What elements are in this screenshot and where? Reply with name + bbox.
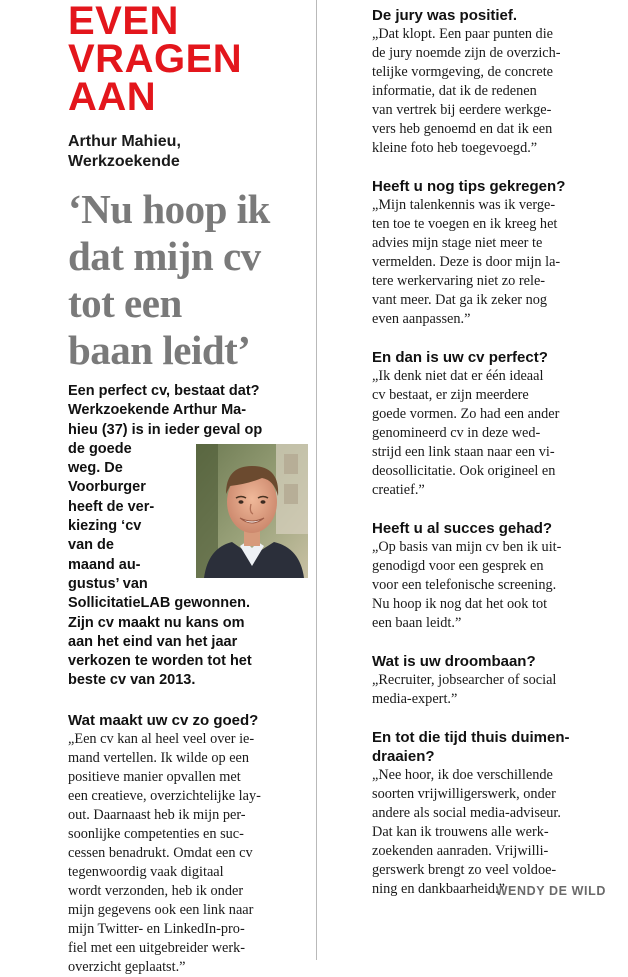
answer-line: tegenwoordig vaak digitaal: [68, 863, 224, 880]
intro-line: de goede: [68, 440, 132, 457]
answer-line: voor een telefonische screening.: [372, 577, 557, 593]
intro-paragraph: [68, 382, 308, 691]
question-heading: De jury was positief.: [372, 7, 518, 24]
kicker-line: VRAGEN: [68, 37, 243, 81]
answer-line: telijke vormgeving, de concrete: [372, 64, 554, 80]
answer-line: een baan leidt.”: [372, 615, 462, 631]
answer-line: zoekenden aanraden. Vrijwilli-: [372, 843, 549, 859]
answer-line: mand vertellen. Ik wilde op een: [68, 749, 250, 766]
answer-line: vers heb genoemd en dat ik een: [372, 121, 553, 137]
answer-line: tere werkervaring niet zo rele-: [372, 273, 546, 289]
answer-line: „Nee hoor, ik doe verschillende: [372, 767, 553, 783]
person-name-line: Arthur Mahieu,: [68, 133, 181, 150]
column-divider: [316, 0, 317, 960]
answer-line: „Mijn talenkennis was ik verge-: [372, 197, 556, 213]
portrait-illustration: [196, 444, 308, 578]
right-column: [372, 0, 612, 918]
qa-block: [372, 348, 612, 500]
answer-line: informatie, dat ik de redenen: [372, 83, 537, 99]
intro-line: maand au-: [68, 556, 141, 573]
answer-line: overzicht geplaatst.”: [68, 958, 186, 975]
qa-block: [68, 711, 308, 977]
question-heading: [372, 728, 612, 766]
question-line: En tot die tijd thuis duimen-: [372, 729, 570, 746]
answer-line: andere als social media-adviseur.: [372, 805, 561, 821]
left-column: [68, 0, 308, 977]
answer-line: creatief.”: [372, 482, 425, 498]
intro-line: Zijn cv maakt nu kans om: [68, 614, 245, 631]
intro-line: van de: [68, 537, 114, 554]
headline-quote: [68, 186, 308, 374]
answer-line: „Dat klopt. Een paar punten die: [372, 26, 554, 42]
answer-line: soorten vrijwilligerswerk, onder: [372, 786, 556, 802]
answer-line: advies mijn stage niet meer te: [372, 235, 543, 251]
answer-line: genodigd voor een gesprek en: [372, 558, 544, 574]
intro-line: heeft de ver-: [68, 498, 155, 515]
intro-line: kiezing ‘cv: [68, 518, 142, 535]
answer-line: ning en dankbaarheid.”: [372, 881, 505, 897]
question-heading: Wat is uw droombaan?: [372, 653, 536, 670]
kicker-line: EVEN: [68, 0, 179, 43]
person-name: [68, 132, 308, 172]
answer-line: Nu hoop ik nog dat het ook tot: [372, 596, 548, 612]
answer-text: [68, 730, 308, 977]
answer-text: [372, 196, 612, 329]
intro-line: aan het eind van het jaar: [68, 633, 238, 650]
answer-line: vermelden. Deze is door mijn la-: [372, 254, 561, 270]
qa-block: [372, 728, 612, 899]
question-heading: En dan is uw cv perfect?: [372, 349, 548, 366]
answer-line: cv bestaat, er zijn meerdere: [372, 387, 529, 403]
person-role-line: Werkzoekende: [68, 153, 180, 170]
question-heading: Heeft u nog tips gekregen?: [372, 178, 566, 195]
answer-line: „Ik denk niet dat er één ideaal: [372, 368, 544, 384]
author-byline: WENDY DE WILD: [495, 884, 606, 898]
kicker-line: AAN: [68, 75, 157, 119]
headline-line: baan leidt’: [68, 327, 251, 373]
kicker: [68, 0, 308, 119]
answer-line: soonlijke competenties en suc-: [68, 825, 244, 842]
answer-line: genomineerd cv in deze wed-: [372, 425, 541, 441]
qa-block: [372, 519, 612, 633]
intro-line: SollicitatieLAB gewonnen.: [68, 595, 251, 612]
answer-line: gerswerk brengt zo veel voldoe-: [372, 862, 557, 878]
qa-block: [372, 6, 612, 158]
intro-line: Werkzoekende Arthur Ma-: [68, 402, 247, 419]
intro-line: weg. De: [68, 460, 123, 477]
answer-line: fiel met een uitgebreider werk-: [68, 939, 246, 956]
portrait-photo: [196, 444, 308, 578]
answer-line: even aanpassen.”: [372, 311, 471, 327]
answer-line: de jury noemde zijn de overzich-: [372, 45, 561, 61]
answer-line: goede vormen. Zo had een ander: [372, 406, 560, 422]
intro-line: Voorburger: [68, 479, 146, 496]
answer-line: mijn gegevens ook een link naar: [68, 901, 254, 918]
answer-line: wordt verzonden, heb ik onder: [68, 882, 244, 899]
answer-line: media-expert.”: [372, 691, 458, 707]
answer-line: Dat kan ik trouwens alle werk-: [372, 824, 549, 840]
qa-block: [372, 652, 612, 709]
answer-text: [372, 766, 612, 899]
answer-line: een creatieve, overzichtelijke lay-: [68, 787, 261, 804]
question-heading: Wat maakt uw cv zo goed?: [68, 711, 259, 729]
answer-line: positieve manier opvallen met: [68, 768, 241, 785]
intro-line: gustus’ van: [68, 575, 148, 592]
intro-line: Een perfect cv, bestaat dat?: [68, 383, 260, 399]
answer-line: strijd een link staan naar een vi-: [372, 444, 555, 460]
answer-text: [372, 671, 612, 709]
answer-line: deosollicitatie. Ook origineel en: [372, 463, 556, 479]
answer-line: kleine foto heb toegevoegd.”: [372, 140, 538, 156]
answer-line: vant meer. Dat ga ik zeker nog: [372, 292, 548, 308]
headline-line: ‘Nu hoop ik: [68, 186, 270, 232]
answer-line: „Recruiter, jobsearcher of social: [372, 672, 557, 688]
answer-line: van vertrek bij eerdere werkge-: [372, 102, 552, 118]
answer-line: „Een cv kan al heel veel over ie-: [68, 730, 255, 747]
intro-line: beste cv van 2013.: [68, 672, 196, 689]
headline-line: tot een: [68, 280, 182, 326]
intro-line: hieu (37) is in ieder geval op: [68, 421, 263, 438]
intro-line: verkozen te worden tot het: [68, 653, 252, 670]
answer-text: [372, 367, 612, 500]
answer-text: [372, 25, 612, 158]
headline-line: dat mijn cv: [68, 233, 261, 279]
answer-line: out. Daarnaast heb ik mijn per-: [68, 806, 246, 823]
question-line: draaien?: [372, 748, 435, 765]
question-heading: Heeft u al succes gehad?: [372, 520, 553, 537]
answer-text: [372, 538, 612, 633]
answer-line: cessen benadrukt. Omdat een cv: [68, 844, 253, 861]
answer-line: ten toe te voegen en ik kreeg het: [372, 216, 558, 232]
answer-line: „Op basis van mijn cv ben ik uit-: [372, 539, 562, 555]
qa-block: [372, 177, 612, 329]
answer-line: mijn Twitter- en LinkedIn-pro-: [68, 920, 245, 937]
